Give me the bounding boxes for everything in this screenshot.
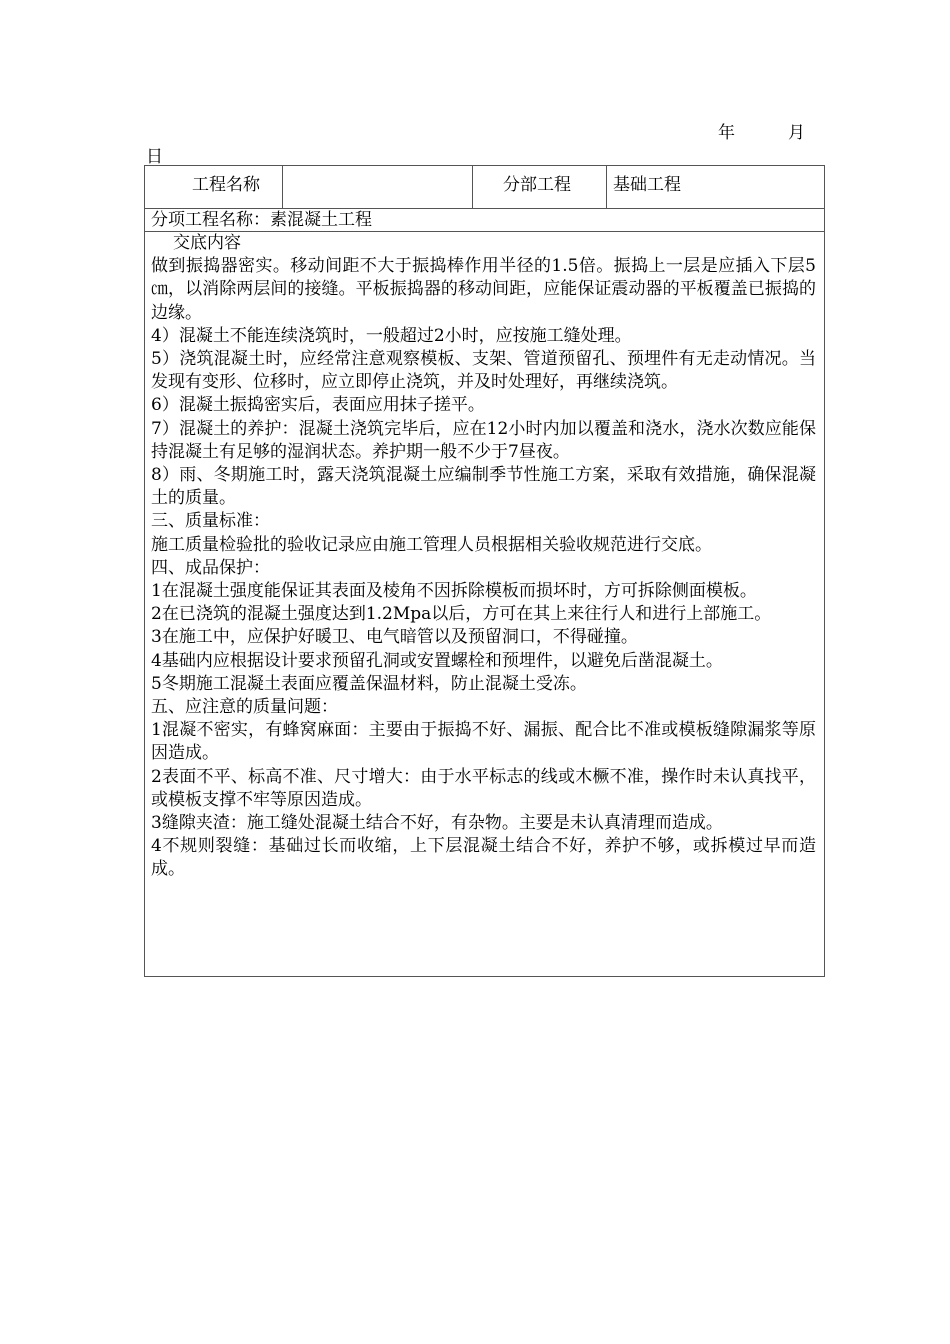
division-label: 分部工程: [473, 166, 607, 208]
paragraph: 1在混凝土强度能保证其表面及棱角不因拆除模板而损坏时，方可拆除侧面模板。: [151, 581, 757, 602]
header-row: [145, 166, 824, 209]
paragraph: 做到振捣器密实。移动间距不大于振捣棒作用半径的1.5倍。振捣上一层是应插入下层5㎝，以消除两层间的接缝。平板振捣器的移动间距，应能保证震动器的平板覆盖已振捣的边缘。: [151, 256, 816, 323]
paragraph: 5）浇筑混凝土时，应经常注意观察模板、支架、管道预留孔、预埋件有无走动情况。当发现有变形、位移时，应立即停止浇筑，并及时处理好，再继续浇筑。: [151, 349, 816, 393]
disclosure-form-table: [144, 165, 825, 977]
paragraph: 3在施工中，应保护好暖卫、电气暗管以及预留洞口，不得碰撞。: [151, 627, 638, 648]
division-value: 基础工程: [613, 175, 681, 195]
date-month-label: 月: [788, 123, 805, 143]
project-name-label: 工程名称: [145, 166, 283, 208]
date-day-label: 日: [146, 147, 163, 167]
paragraph: 5冬期施工混凝土表面应覆盖保温材料，防止混凝土受冻。: [151, 673, 587, 694]
paragraph: 施工质量检验批的验收记录应由施工管理人员根据相关验收规范进行交底。: [151, 534, 712, 555]
section-heading: 五、应注意的质量问题：: [151, 697, 338, 718]
date-line: [144, 118, 825, 167]
paragraph: 2表面不平、标高不准、尺寸增大：由于水平标志的线或木橛不准，操作时未认真找平，或模板支撑不牢等原因造成。: [151, 766, 816, 810]
paragraph: 8）雨、冬期施工时，露天浇筑混凝土应编制季节性施工方案，采取有效措施，确保混凝土的质量。: [151, 465, 816, 509]
paragraph: 4基础内应根据设计要求预留孔洞或安置螺栓和预埋件，以避免后凿混凝土。: [151, 650, 723, 671]
paragraph: 4不规则裂缝：基础过长而收缩，上下层混凝土结合不好，养护不够，或拆模过早而造成。: [151, 836, 816, 880]
paragraph: 7）混凝土的养护：混凝土浇筑完毕后，应在12小时内加以覆盖和浇水，浇水次数应能保持混凝土有足够的湿润状态。养护期一般不少于7昼夜。: [151, 418, 816, 462]
disclosure-content: [145, 232, 824, 882]
subitem-row: 分项工程名称：素混凝土工程: [145, 208, 824, 232]
disclosure-heading: 交底内容: [173, 233, 241, 253]
paragraph: 3缝隙夹渣：施工缝处混凝土结合不好，有杂物。主要是未认真清理而造成。: [151, 813, 723, 834]
section-heading: 四、成品保护：: [151, 557, 270, 578]
project-name-value: [283, 166, 473, 208]
paragraph: 4）混凝土不能连续浇筑时，一般超过2小时，应按施工缝处理。: [151, 325, 632, 346]
date-year-label: 年: [718, 123, 735, 143]
paragraph: 1混凝不密实，有蜂窝麻面：主要由于振捣不好、漏振、配合比不准或模板缝隙漏浆等原因造成。: [151, 720, 816, 764]
paragraph: 6）混凝土振捣密实后，表面应用抹子搓平。: [151, 395, 485, 416]
paragraph: 2在已浇筑的混凝土强度达到1.2Mpa以后，方可在其上来往行人和进行上部施工。: [151, 604, 772, 625]
section-heading: 三、质量标准：: [151, 511, 270, 532]
